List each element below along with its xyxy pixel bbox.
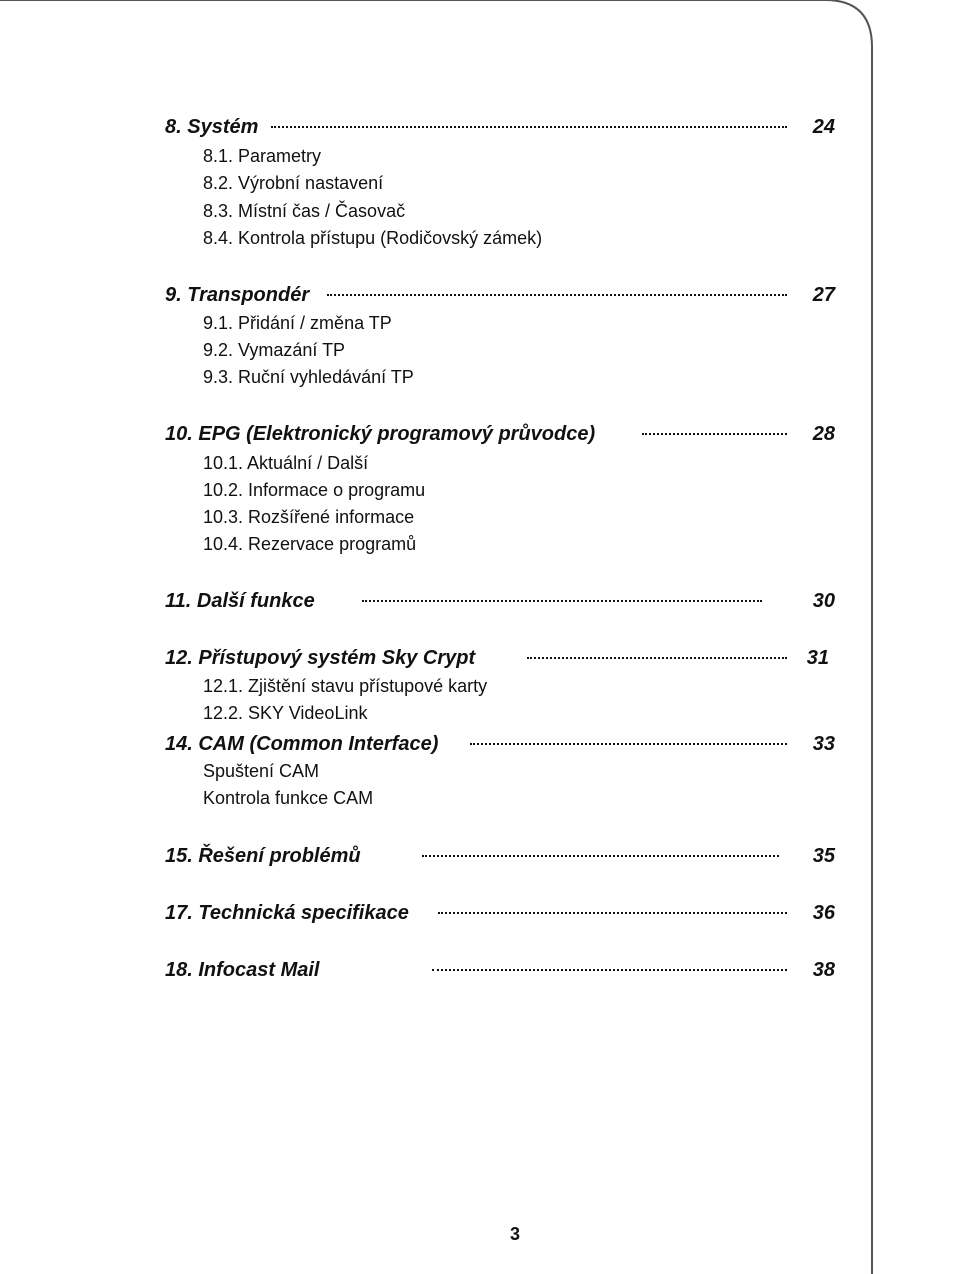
toc-entry-title: 17. Technická specifikace (165, 902, 409, 924)
toc-entry-14[interactable] (165, 729, 837, 759)
toc-subentry-10-4[interactable]: 10.4. Rezervace programů (203, 534, 417, 554)
toc-subentry-9-2[interactable]: 9.2. Vymazání TP (203, 340, 346, 360)
toc-subentry-14-2[interactable]: Kontrola funkce CAM (203, 788, 374, 808)
toc-entry-title: 8. Systém (165, 116, 259, 138)
toc-entry-12[interactable] (165, 643, 837, 673)
toc-leader-dots (438, 909, 787, 914)
toc-leader-dots (327, 291, 787, 296)
toc-entry-8[interactable] (165, 112, 837, 142)
toc-entry-10[interactable] (165, 419, 837, 449)
toc-subentry-10-1[interactable]: 10.1. Aktuální / Další (203, 453, 369, 473)
toc-subentry-10-3[interactable]: 10.3. Rozšířené informace (203, 507, 415, 527)
toc-entry-title: 15. Řešení problémů (165, 845, 361, 867)
toc-page-number: 33 (812, 733, 835, 755)
toc-page-number: 28 (812, 423, 835, 445)
toc-page-number: 27 (812, 284, 835, 306)
toc-entry-11[interactable] (165, 586, 837, 616)
toc-subentry-10-2[interactable]: 10.2. Informace o programu (203, 480, 426, 500)
page-number: 3 (509, 1224, 520, 1244)
toc-entry-18[interactable] (165, 955, 837, 985)
toc-entry-title: 18. Infocast Mail (165, 959, 320, 981)
toc-page-number: 36 (812, 902, 835, 924)
toc-page-number: 31 (806, 647, 829, 669)
toc-page-number: 35 (812, 845, 835, 867)
toc-entry-9[interactable] (165, 280, 837, 310)
toc-entry-title: 12. Přístupový systém Sky Crypt (165, 647, 476, 669)
toc-subentry-14-1[interactable]: Spuštení CAM (203, 761, 320, 781)
toc-page-number: 24 (812, 116, 835, 138)
toc-subentry-9-3[interactable]: 9.3. Ruční vyhledávání TP (203, 367, 414, 387)
toc-subentry-8-4[interactable]: 8.4. Kontrola přístupu (Rodičovský zámek) (203, 228, 543, 248)
toc-page-number: 38 (812, 959, 835, 981)
toc-entry-17[interactable] (165, 898, 837, 928)
toc-subentry-9-1[interactable]: 9.1. Přidání / změna TP (203, 313, 392, 333)
toc-leader-dots (642, 430, 787, 435)
toc-leader-dots (432, 966, 787, 971)
toc-entry-title: 9. Transpondér (165, 284, 310, 306)
toc-page-number: 30 (812, 590, 835, 612)
toc-entry-title: 10. EPG (Elektronický programový průvodce) (165, 423, 596, 445)
toc-subentry-12-2[interactable]: 12.2. SKY VideoLink (203, 703, 368, 723)
toc-subentry-8-1[interactable]: 8.1. Parametry (203, 146, 322, 166)
toc-leader-dots (422, 852, 779, 857)
toc-leader-dots (527, 654, 787, 659)
toc-leader-dots (470, 740, 787, 745)
toc-entry-title: 11. Další funkce (165, 590, 315, 612)
toc-entry-title: 14. CAM (Common Interface) (165, 733, 439, 755)
toc-subentry-8-2[interactable]: 8.2. Výrobní nastavení (203, 173, 384, 193)
toc-entry-15[interactable] (165, 841, 837, 871)
toc-leader-dots (271, 123, 787, 128)
toc-leader-dots (362, 597, 762, 602)
toc-subentry-8-3[interactable]: 8.3. Místní čas / Časovač (203, 201, 406, 221)
toc-subentry-12-1[interactable]: 12.1. Zjištění stavu přístupové karty (203, 676, 488, 696)
